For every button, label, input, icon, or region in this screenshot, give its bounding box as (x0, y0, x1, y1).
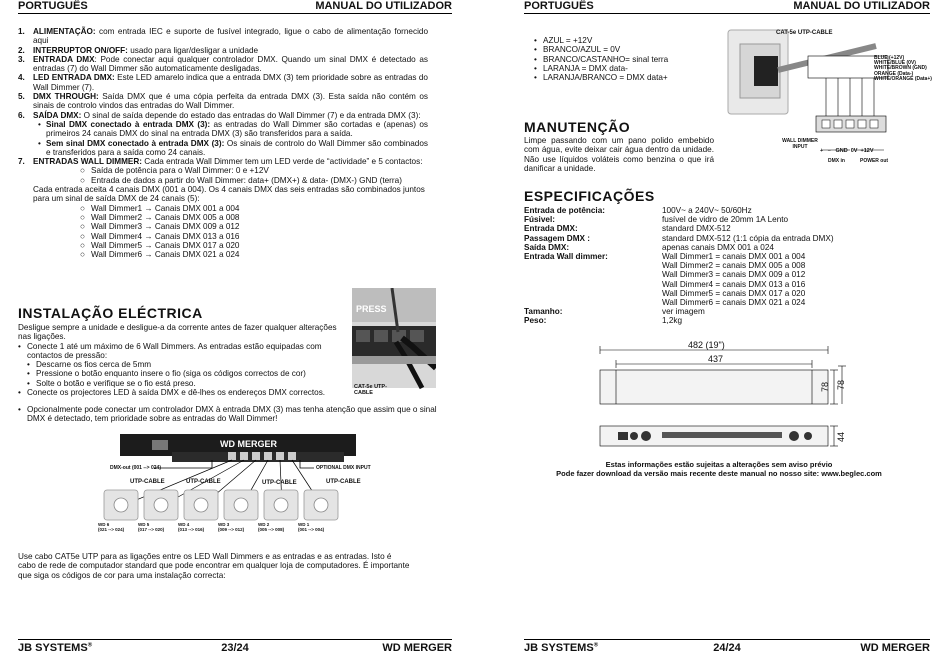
channel-row: ○ Wall Dimmer3 → Canais DMX 009 a 012 (80, 222, 240, 232)
install-bullet-optional: • Opcionalmente pode conectar um controlador DMX à entrada DMX (3) mas tenha atenção que assim que o sinal DMX é detectado, tem prioridade sobre as entradas do Wall Dimmer! (18, 405, 437, 424)
spec-row: Entrada DMX: standard DMX-512 (524, 224, 731, 234)
power-out-label: POWER out (860, 158, 889, 164)
footer-brand: JB SYSTEMS® (524, 642, 599, 654)
install-bullet: • Conecte 1 até um máximo de 6 Wall Dimmers. As entradas estão equipadas com contactos de pressão: (18, 341, 322, 360)
wiring-diagram (726, 26, 942, 178)
sub-item: ○ Entrada de dados a partir do Wall Dimmer: data+ (DMX+) & data- (DMX-) GND (terra) (80, 175, 402, 185)
dimension-drawing (598, 340, 848, 450)
maintenance-text: Limpe passando com um pano polido embebido com água, evite deixar cair água dentro da unidade. Não use líquidos voláteis como benzina o que irá danificar a unidade. (524, 136, 714, 173)
notice-line-1: Estas informações estão sujeitas a alterações sem aviso prévio (605, 460, 833, 469)
wire-legend (874, 56, 932, 82)
page-right (480, 0, 950, 654)
press-photo (352, 288, 436, 398)
utp-label: UTP-CABLE (130, 479, 165, 485)
list-item: • LARANJA/BRANCO = DMX data+ (534, 73, 668, 83)
spec-row: Wall Dimmer4 = canais DMX 013 a 016 (662, 279, 806, 289)
dmx-in-label: DMX in (828, 158, 845, 164)
pin-labels: + – GND 0V +12V (820, 148, 874, 154)
color-code-list (534, 36, 724, 82)
wall-dimmer-input-label: WALL DIMMER INPUT (782, 138, 818, 150)
install-bullet: • Conecte os projectores LED à saída DMX e dê-lhes os endereços DMX correctos. (18, 388, 326, 398)
wd-label: WD 1 (001 --> 004) (298, 522, 325, 532)
channel-row: ○ Wall Dimmer5 → Canais DMX 017 a 020 (80, 240, 240, 250)
list-item: 2. INTERRUPTOR ON/OFF: usado para ligar/desligar a unidade (18, 45, 259, 55)
dim-height-78b: 78 (836, 379, 847, 391)
spec-row: Entrada Wall dimmer: Wall Dimmer1 = canais DMX 001 a 004 (524, 251, 806, 261)
list-item: 3. ENTRADA DMX: Pode conectar aqui qualquer controlador DMX. Quando um sinal DMX é detectado as entradas (7) do Wall Dimmer são automaticamente desligadas. (18, 54, 428, 74)
list-item: • BRANCO/AZUL = 0V (534, 45, 621, 55)
spec-row: Wall Dimmer5 = canais DMX 017 a 020 (662, 288, 806, 298)
header-title: MANUAL DO UTILIZADOR (315, 0, 452, 12)
press-label: PRESS (356, 304, 387, 314)
install-sub-bullet: • Solte o botão e verifique se o fio está preso. (27, 378, 196, 388)
header-language: PORTUGUÊS (18, 0, 88, 12)
notice-line-2: Pode fazer download da versão mais recente deste manual no nosso site: www.beglec.com (556, 469, 882, 478)
list-item: • LARANJA = DMX data- (534, 63, 628, 73)
page-left (0, 0, 470, 654)
device-name: WD MERGER (220, 439, 277, 449)
wire-label: ORANGE (Data-) (874, 70, 914, 77)
wire-label: BLUE (+12V) (874, 55, 905, 61)
notice (524, 460, 914, 478)
spec-row: Wall Dimmer6 = canais DMX 021 a 024 (662, 297, 806, 307)
channel-row: ○ Wall Dimmer4 → Canais DMX 013 a 016 (80, 231, 240, 241)
spec-row: Wall Dimmer3 = canais DMX 009 a 012 (662, 270, 806, 280)
wd-label: WD 3 (009 --> 012) (218, 522, 245, 532)
list-item: • BRANCO/CASTANHO= sinal terra (534, 54, 669, 64)
footer-page: 24/24 (713, 642, 741, 654)
list-item: • AZUL = +12V (534, 36, 593, 45)
sub-item: • Sem sinal DMX conectado à entrada DMX (3): Os sinais de controlo do Wall Dimmer são combinados e transferidos para a saída como 24 canais. (38, 138, 429, 157)
wd-label: WD 5 (017 --> 020) (138, 522, 165, 532)
utp-label: UTP-CABLE (186, 479, 221, 485)
dim-height-44: 44 (836, 431, 847, 443)
wire-label: WHITE/ORANGE (Data+) (874, 75, 932, 82)
sub-item: • Sinal DMX conectado à entrada DMX (3): as entradas do Wall Dimmer são cortadas e (apenas) os primeiros 24 canais DMX do sinal na entrada DMX (3) são transferidos para a saída. (38, 119, 429, 139)
install-intro: Desligue sempre a unidade e desligue-a da corrente antes de fazer qualquer alterações nas ligações. (18, 323, 337, 342)
spec-row: Wall Dimmer2 = canais DMX 005 a 008 (662, 261, 806, 271)
spec-row: Tamanho: ver imagem (524, 307, 705, 317)
list-item: 5. DMX THROUGH: Saída DMX que é uma cópia perfeita da entrada DMX (3). Esta saída não contém os sinais de controlo vindos das entradas do Wall Dimmer. (18, 92, 428, 111)
install-sub-bullet: • Pressione o botão enquanto insere o fio (siga os códigos correctos de cor) (27, 369, 306, 379)
list-item: 4. LED ENTRADA DMX: Este LED amarelo indica que a entrada DMX (3) tem prioridade sobre as entradas do Wall Dimmer (7). (18, 73, 428, 92)
utp-label: UTP-CABLE (262, 480, 297, 486)
dmx-out-label: DMX-out (001 --> 024) (110, 465, 161, 471)
dim-width-437: 437 (708, 354, 724, 364)
utp-label: UTP-CABLE (326, 479, 361, 485)
wire-label: WHITE/BLUE (0V) (874, 60, 916, 67)
specs-table (524, 206, 884, 325)
install-sub-bullet: • Descarne os fios cerca de 5mm (27, 360, 152, 370)
wiring-title: CAT-5e UTP-CABLE (776, 30, 833, 36)
footer-page: 23/24 (221, 642, 249, 654)
maintenance-heading: MANUTENÇÃO (524, 119, 631, 135)
spec-row: Passagem DMX : standard DMX-512 (1:1 cópia da entrada DMX) (524, 233, 834, 243)
list-item: 7. ENTRADAS WALL DIMMER: Cada entrada Wall Dimmer tem um LED verde de “actividade” e 5 contactos: (18, 157, 423, 167)
list-item: 6. SAÍDA DMX: O sinal de saída depende do estado das entradas do Wall Dimmer (7) e da entrada DMX (3): (18, 110, 421, 120)
spec-row: Entrada de potência: 100V~ a 240V~ 50/60Hz (524, 206, 752, 215)
wd-label: WD 2 (005 --> 008) (258, 522, 285, 532)
cable-note: Use cabo CAT5e UTP para as ligações entre os LED Wall Dimmers e as entradas e as entradas. Isto é cabo de rede de computador standard que pode encontrar em qualquer loja de computadores. É importante que siga os códigos de cor para uma instalação correcta: (18, 552, 410, 580)
channel-row: ○ Wall Dimmer2 → Canais DMX 005 a 008 (80, 212, 240, 222)
footer-product: WD MERGER (382, 642, 452, 654)
wd-label: WD 4 (013 --> 016) (178, 522, 205, 532)
sub-item: ○ Saída de potência para o Wall Dimmer: 0 e +12V (80, 166, 269, 176)
page-header (18, 0, 452, 14)
install-diagram (92, 434, 392, 546)
footer-product: WD MERGER (860, 642, 930, 654)
channel-row: ○ Wall Dimmer1 → Canais DMX 001 a 004 (80, 203, 240, 213)
footer-brand: JB SYSTEMS® (18, 642, 93, 654)
install-section (18, 323, 348, 397)
page-footer (18, 639, 452, 656)
page-header (524, 0, 930, 14)
cat5e-label: CAT-5e UTP-CABLE (354, 384, 387, 396)
list-item: 1. ALIMENTAÇÃO: com entrada IEC e suporte de fusível integrado, ligue o cabo de alimentação fornecido aqui (18, 27, 428, 46)
header-language: PORTUGUÊS (524, 0, 594, 12)
connections-list (18, 27, 428, 259)
channel-row: ○ Wall Dimmer6 → Canais DMX 021 a 024 (80, 250, 240, 260)
dim-width-482: 482 (19") (688, 340, 725, 350)
page-footer (524, 639, 930, 656)
optional-input-label: OPTIONAL DMX INPUT (316, 465, 371, 471)
spec-row: Fúsivel: fusível de vidro de 20mm 1A Lento (524, 215, 789, 225)
specs-heading: ESPECIFICAÇÕES (524, 188, 655, 204)
wd-label: WD 6 (021 --> 024) (98, 522, 125, 532)
spec-row: Saída DMX: apenas canais DMX 001 a 024 (524, 242, 774, 252)
item7-note: Cada entrada aceita 4 canais DMX (001 a 004). Os 4 canais DMX das seis entradas são combinados juntos para um sinal de saída DMX de 24 canais (5): (33, 185, 425, 204)
dim-height-78: 78 (820, 381, 831, 393)
wire-label: WHITE/BROWN (GND) (874, 65, 927, 72)
spec-row: Peso: 1,2kg (524, 316, 683, 326)
install-heading: INSTALAÇÃO ELÉCTRICA (18, 305, 203, 321)
header-title: MANUAL DO UTILIZADOR (793, 0, 930, 12)
